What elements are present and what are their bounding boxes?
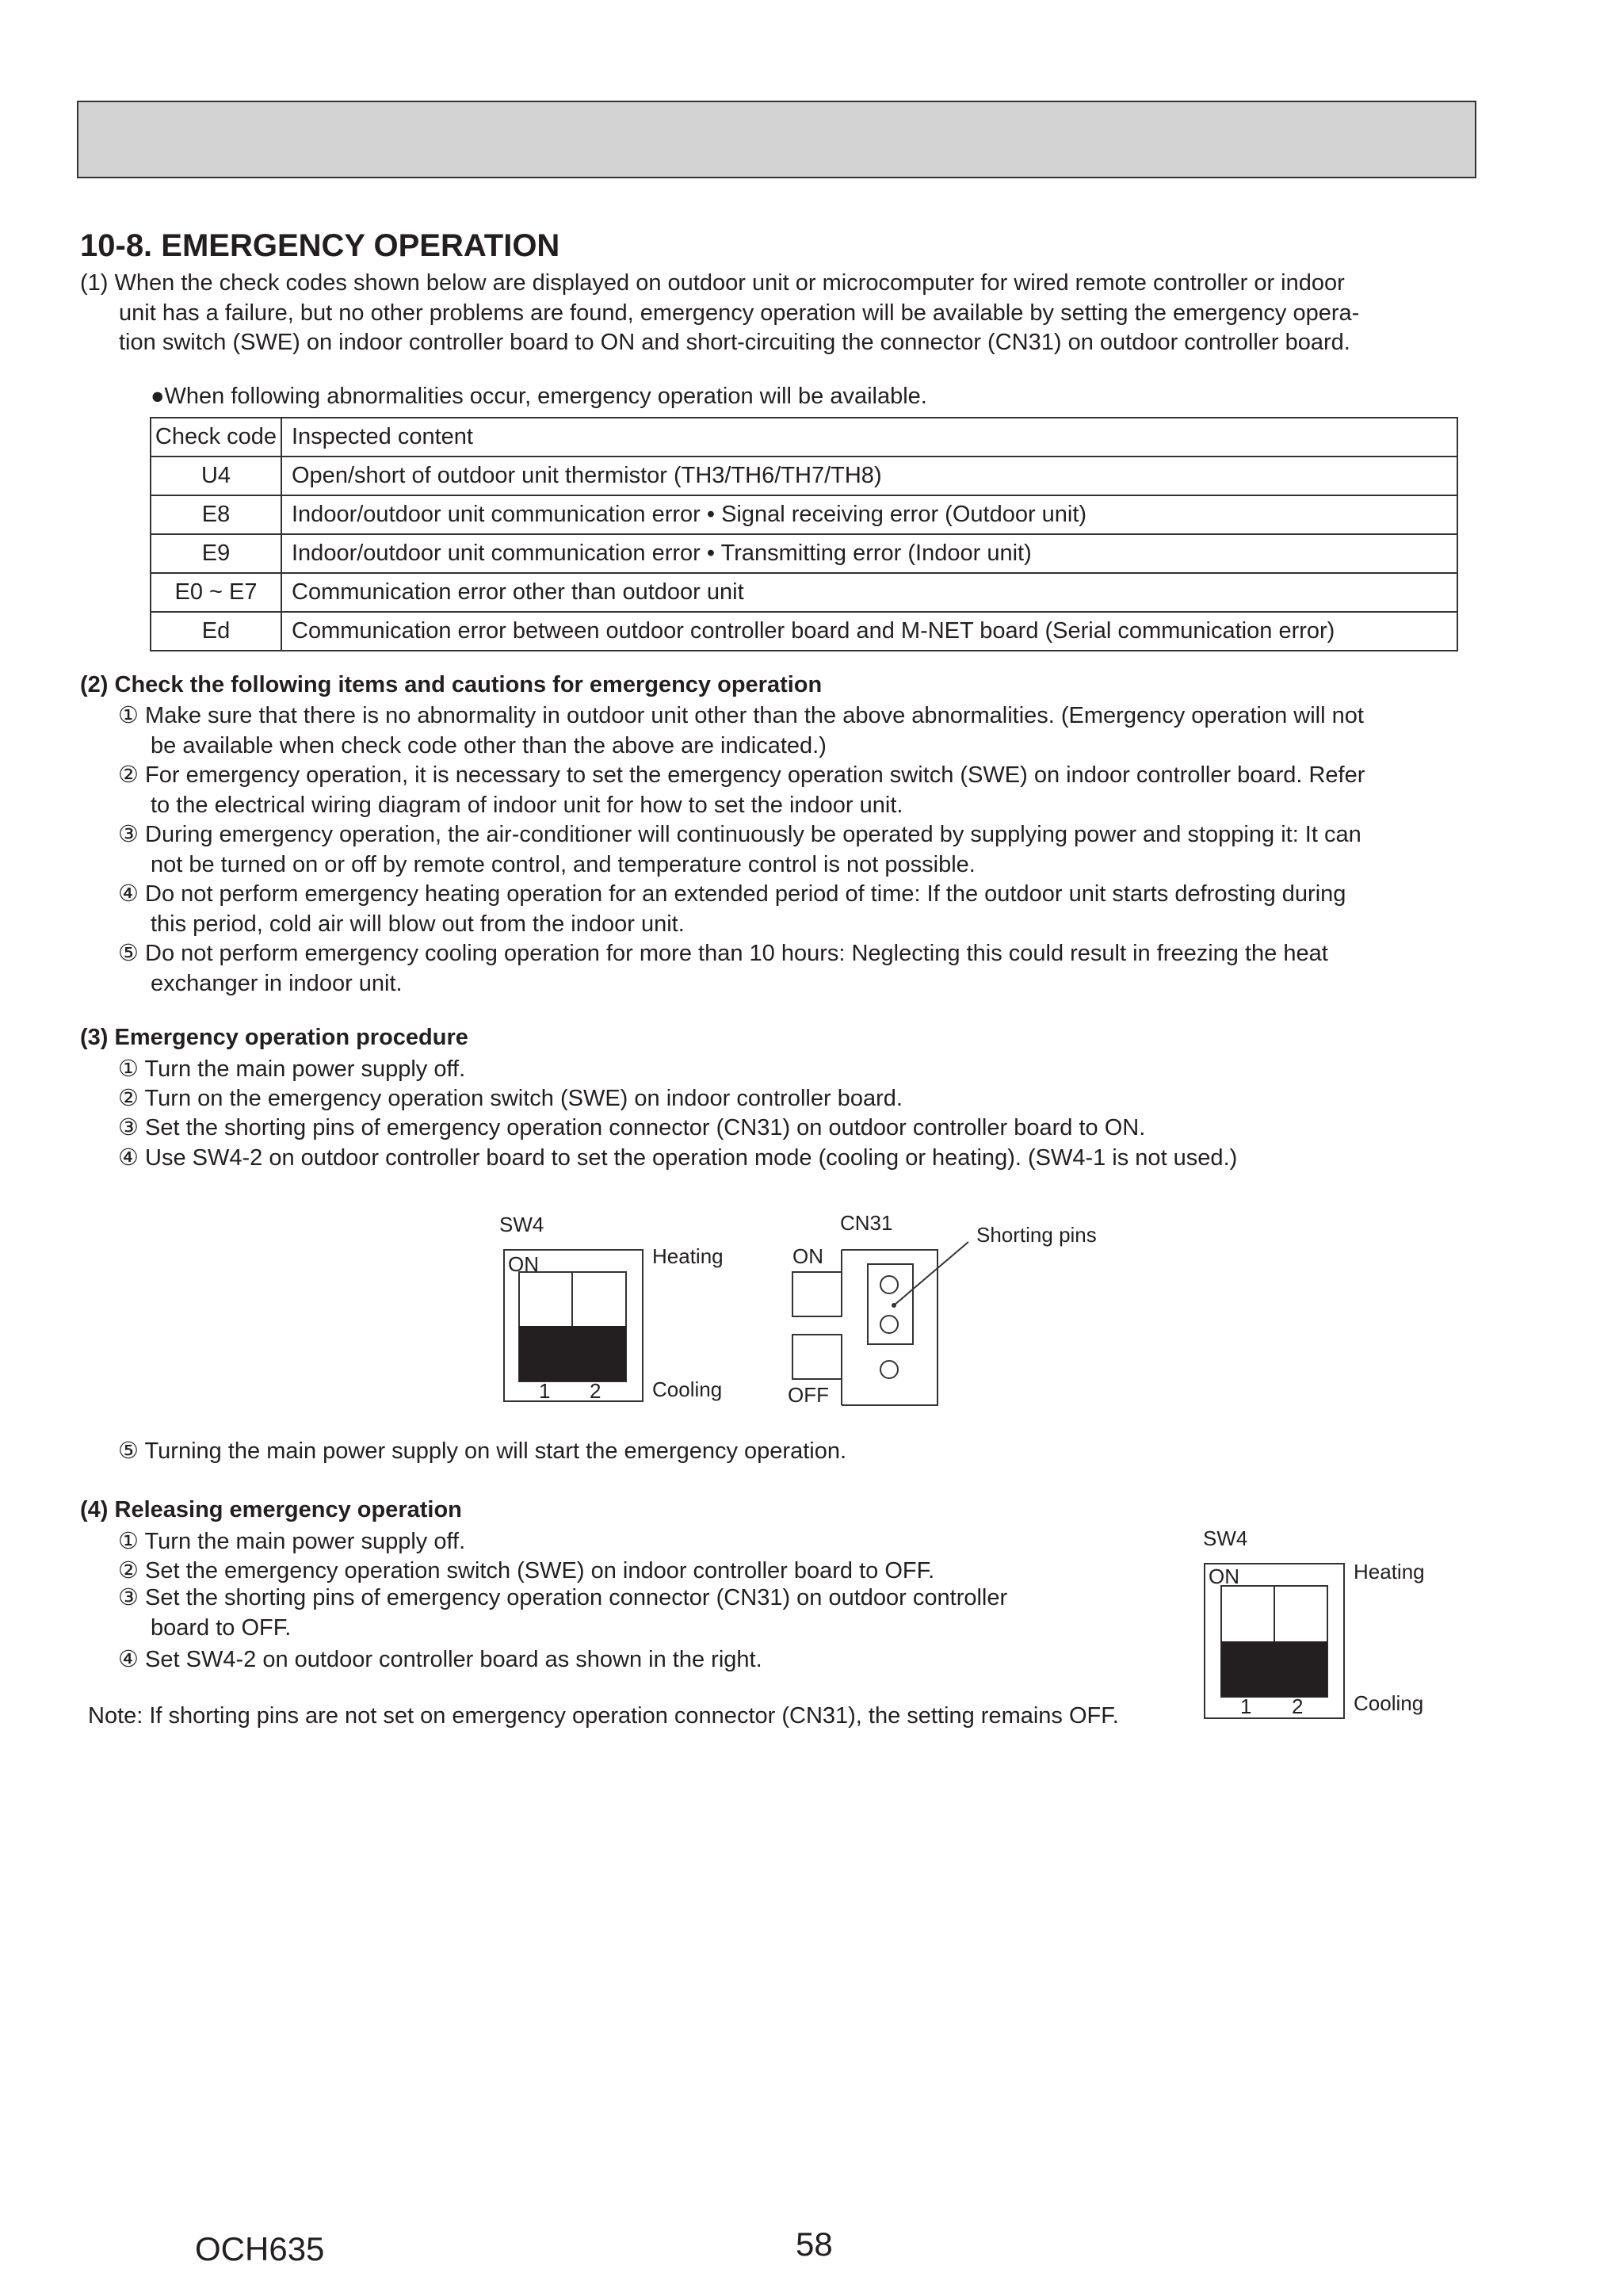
item-text: ② For emergency operation, it is necessary to set the emergency operation switch (SWE) on indoor controller board. Refer — [118, 762, 1365, 788]
abnormality-note: ●When following abnormalities occur, emergency operation will be available. — [151, 384, 927, 409]
cn31-off-label: OFF — [788, 1383, 829, 1407]
cn31-on-label: ON — [792, 1244, 823, 1268]
item-text: ① Make sure that there is no abnormality in outdoor unit other than the above abnormalities. (Emergency operation will not — [118, 703, 1364, 728]
switch-1-release-label: 1 — [1240, 1694, 1252, 1718]
cooling-label: Cooling — [652, 1377, 723, 1401]
sw4-on-label: ON — [508, 1252, 539, 1276]
item-text: ⑤ Do not perform emergency cooling operation for more than 10 hours: Neglecting this could result in freezing the heat — [118, 941, 1328, 966]
cooling-release-label: Cooling — [1354, 1691, 1424, 1715]
item-text-cont: this period, cold air will blow out from the indoor unit. — [151, 911, 685, 937]
check-code-cell: E8 — [151, 495, 281, 534]
section3-step-1: ① Turn the main power supply off. — [118, 1056, 466, 1082]
item-text: ③ Set the shorting pins of emergency operation connector (CN31) on outdoor controller — [118, 1585, 1008, 1610]
intro-line-3: tion switch (SWE) on indoor controller board to ON and short-circuiting the connector (CN31) on outdoor controller board. — [119, 330, 1350, 355]
section-title: 10-8. EMERGENCY OPERATION — [80, 228, 560, 263]
intro-line-1: (1) When the check codes shown below are displayed on outdoor unit or microcomputer for wired remote controller or indoor — [80, 270, 1345, 296]
switch-2-release-label: 2 — [1292, 1694, 1304, 1718]
shorting-pins-leader-dot — [892, 1303, 896, 1308]
intro-line-2: unit has a failure, but no other problems are found, emergency operation will be available by setting the emergency opera- — [119, 300, 1360, 326]
section3-step-2: ② Turn on the emergency operation switch (SWE) on indoor controller board. — [118, 1086, 903, 1111]
section4-heading: (4) Releasing emergency operation — [80, 1497, 462, 1522]
page-number: 58 — [796, 2225, 833, 2263]
cn31-label: CN31 — [840, 1211, 893, 1235]
heating-release-label: Heating — [1354, 1560, 1425, 1584]
inspected-content-cell: Communication error between outdoor controller board and M-NET board (Serial communication error) — [281, 612, 1457, 651]
item-text-cont: not be turned on or off by remote control, and temperature control is not possible. — [151, 851, 976, 877]
section4-step-3 — [118, 1584, 1007, 1643]
switch-2-label: 2 — [590, 1379, 601, 1403]
item-text-cont: be available when check code other than the above are indicated.) — [151, 732, 827, 758]
section4-step-1: ① Turn the main power supply off. — [118, 1529, 466, 1554]
item-text-cont: board to OFF. — [151, 1614, 292, 1641]
inspected-content-cell: Indoor/outdoor unit communication error • Transmitting error (Indoor unit) — [281, 534, 1457, 573]
header-check-code: Check code — [151, 418, 281, 457]
section4-step-4: ④ Set SW4-2 on outdoor controller board as shown in the right. — [118, 1647, 762, 1672]
inspected-content-cell: Indoor/outdoor unit communication error • Signal receiving error (Outdoor unit) — [281, 495, 1457, 534]
section4-step-2: ② Set the emergency operation switch (SWE) on indoor controller board to OFF. — [118, 1558, 935, 1584]
sw4-release-on-label: ON — [1209, 1564, 1239, 1588]
section3-step-4: ④ Use SW4-2 on outdoor controller board to set the operation mode (cooling or heating). (SW4-1 is not used.) — [118, 1145, 1238, 1171]
cn31-pin-3 — [880, 1361, 898, 1378]
check-code-cell: E0 ~ E7 — [151, 573, 281, 612]
sw4-switch-position — [519, 1326, 626, 1381]
cn31-on-marker — [792, 1272, 842, 1316]
sw4-label: SW4 — [499, 1213, 544, 1236]
section2-heading: (2) Check the following items and cautions for emergency operation — [80, 672, 823, 697]
shorting-pins-leader — [894, 1242, 968, 1305]
cn31-off-marker — [792, 1335, 842, 1379]
cn31-note: Note: If shorting pins are not set on emergency operation connector (CN31), the setting remains OFF. — [88, 1703, 1119, 1729]
item-text-cont: to the electrical wiring diagram of indoor unit for how to set the indoor unit. — [151, 792, 903, 818]
model-number: OCH635 — [195, 2230, 325, 2267]
shorting-pins-label: Shorting pins — [976, 1223, 1097, 1247]
check-code-cell: U4 — [151, 457, 281, 495]
cn31-body — [842, 1250, 938, 1405]
check-code-cell: E9 — [151, 534, 281, 573]
cn31-pin-1 — [880, 1276, 898, 1293]
heating-label: Heating — [652, 1244, 724, 1268]
switch-1-label: 1 — [539, 1379, 551, 1403]
inspected-content-cell: Communication error other than outdoor unit — [281, 573, 1457, 612]
check-code-cell: Ed — [151, 612, 281, 651]
header-inspected-content: Inspected content — [281, 418, 1457, 457]
sw4-release-switch-position — [1221, 1641, 1327, 1697]
item-text-cont: exchanger in indoor unit. — [151, 970, 403, 996]
cn31-pin-2 — [880, 1316, 898, 1333]
section3-step-5: ⑤ Turning the main power supply on will start the emergency operation. — [118, 1438, 847, 1464]
item-text: ③ During emergency operation, the air-conditioner will continuously be operated by supplying power and stopping it: It can — [118, 822, 1361, 847]
section3-step-3: ③ Set the shorting pins of emergency operation connector (CN31) on outdoor controller board to ON. — [118, 1115, 1146, 1140]
sw4-release-label: SW4 — [1203, 1526, 1248, 1550]
item-text: ④ Do not perform emergency heating operation for an extended period of time: If the outdoor unit starts defrosting during — [118, 881, 1346, 907]
inspected-content-cell: Open/short of outdoor unit thermistor (TH3/TH6/TH7/TH8) — [281, 457, 1457, 495]
section3-heading: (3) Emergency operation procedure — [80, 1025, 468, 1050]
